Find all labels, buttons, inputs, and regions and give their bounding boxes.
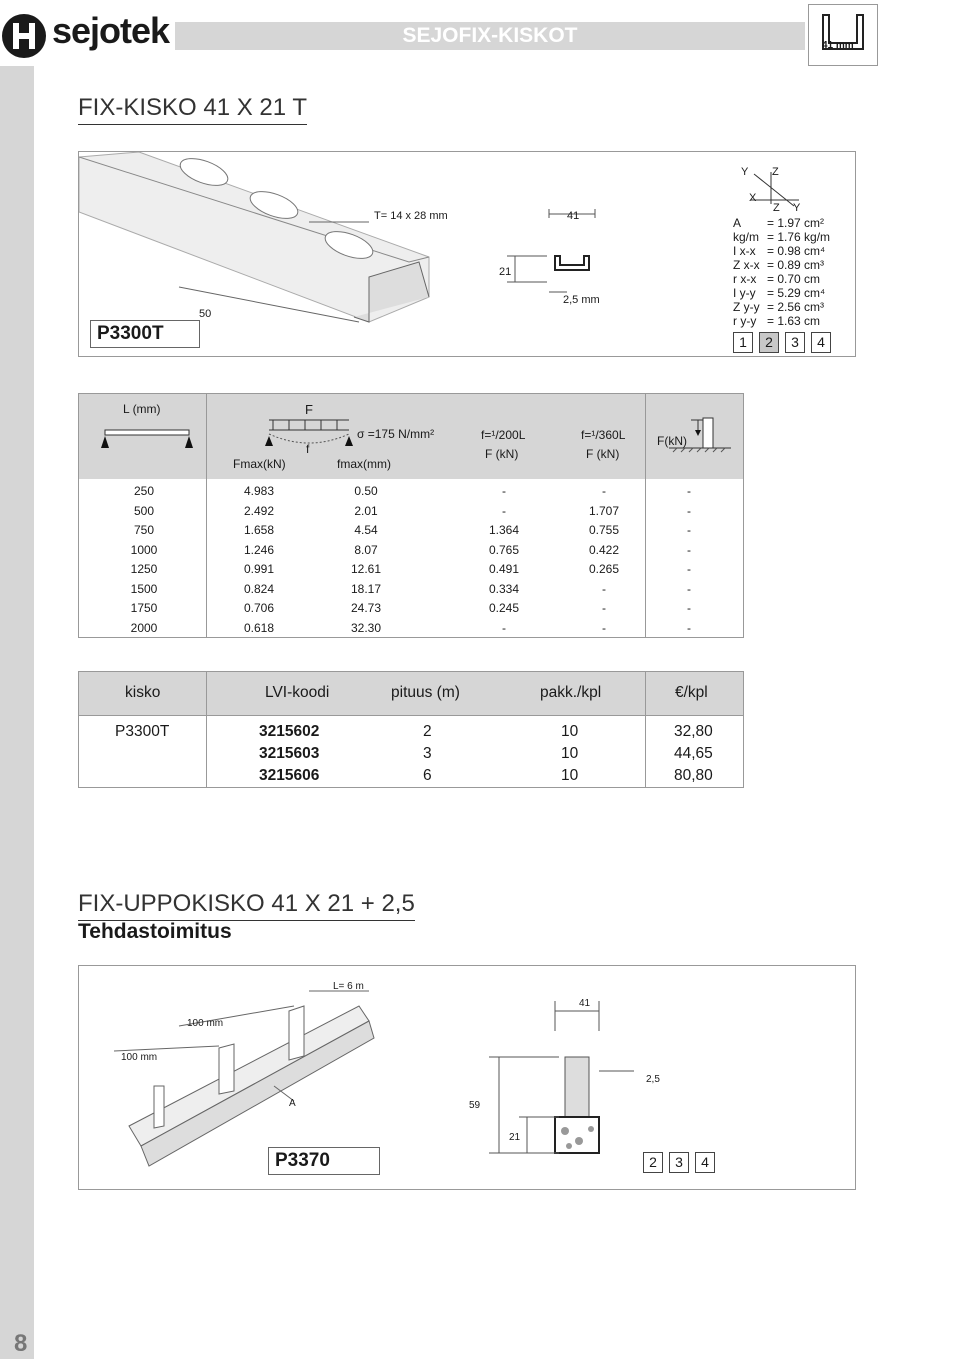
col-pack: pakk./kpl	[540, 684, 602, 701]
fkn-header: F(kN)	[657, 434, 687, 448]
variant-4: 4	[695, 1152, 715, 1173]
variant-4: 4	[811, 332, 831, 353]
spec-row: I x-x = 0.98 cm⁴	[733, 244, 826, 258]
pack-cell: 10	[561, 767, 579, 784]
page-sidebar	[0, 66, 34, 1359]
section2-subtitle: Tehdastoimitus	[78, 920, 232, 943]
axis-z1: Z	[772, 166, 779, 178]
spec-row: I y-y = 5.29 cm⁴	[733, 286, 826, 300]
brand-name: sejotek	[52, 10, 170, 51]
height-label: 21	[499, 266, 512, 278]
width-label: 41	[567, 210, 580, 222]
spec-list	[733, 216, 853, 328]
pack-cell: 10	[561, 745, 579, 762]
stress-header: σ =175 N/mm²	[357, 427, 435, 441]
fmax-kn-header: Fmax(kN)	[233, 457, 286, 471]
rail-section-drawing	[497, 204, 607, 304]
f200-header: f=¹/200L	[481, 428, 526, 442]
fmax-mm-header: fmax(mm)	[337, 457, 391, 471]
length-header: L (mm)	[123, 402, 161, 416]
profile-icon-box	[808, 4, 878, 66]
spec-row: r x-x = 0.70 cm	[733, 272, 821, 286]
product-cell: P3300T	[115, 723, 170, 740]
length-cell: 2	[423, 723, 432, 740]
spec-row: r y-y = 1.63 cm	[733, 314, 821, 328]
beam-icon	[99, 422, 195, 452]
axis-z2: Z	[773, 202, 780, 214]
table-row: 1500 0.824 18.17 0.334 - -	[130, 581, 691, 596]
section2-drawing-box	[78, 965, 856, 1190]
col-length: pituus (m)	[391, 684, 460, 701]
table-row: 1000 1.246 8.07 0.765 0.422 -	[130, 542, 691, 557]
page-title: SEJOFIX-KISKOT	[402, 24, 578, 47]
spacing2-label: 100 mm	[121, 1052, 158, 1063]
edge-label: 50	[199, 308, 212, 320]
section-total-height-label: 59	[469, 1100, 481, 1111]
section-thickness-label: 2,5	[646, 1074, 660, 1085]
variant-selector	[733, 332, 831, 353]
point-label: A	[289, 1098, 296, 1109]
spec-row: Z x-x = 0.89 cm³	[733, 258, 825, 272]
price-table	[78, 671, 744, 788]
variant-3: 3	[669, 1152, 689, 1173]
length-cell: 6	[423, 767, 432, 784]
variant-2: 2	[643, 1152, 663, 1173]
spec-row: kg/m = 1.76 kg/m	[733, 230, 831, 244]
pack-cell: 10	[561, 723, 579, 740]
force-header: F	[305, 402, 313, 417]
spec-row: A = 1.97 cm²	[733, 216, 825, 230]
axis-y1: Y	[741, 166, 749, 178]
thickness-label: 2,5 mm	[563, 294, 600, 306]
profile-label: 41 mm	[822, 40, 854, 51]
channel-profile-icon	[809, 5, 877, 65]
col-lvi-code: LVI-koodi	[265, 684, 330, 701]
table-row: 750 1.658 4.54 1.364 0.755 -	[133, 523, 691, 537]
length-cell: 3	[423, 745, 432, 762]
f360-unit: F (kN)	[586, 447, 620, 461]
table-row: 500 2.492 2.01 - 1.707 -	[133, 503, 691, 518]
page-number: 8	[14, 1330, 28, 1357]
price-cell: 80,80	[674, 767, 713, 784]
slot-size-label: T= 14 x 28 mm	[374, 210, 448, 222]
variant-2: 2	[759, 332, 779, 353]
product-code-2: P3370	[268, 1147, 380, 1175]
deflection-header: f	[306, 442, 310, 456]
lvi-code-cell: 3215602	[259, 723, 320, 740]
wall-load-icon	[669, 416, 733, 456]
brand-logo-icon	[2, 14, 46, 58]
price-cell: 32,80	[674, 723, 713, 740]
section2-title: FIX-UPPOKISKO 41 X 21 + 2,5	[78, 890, 415, 921]
table-row: 250 4.983 0.50 - - -	[133, 484, 691, 498]
spacing1-label: 100 mm	[187, 1018, 224, 1029]
table-row: 1250 0.991 12.61 0.491 0.265 -	[130, 562, 691, 576]
f360-header: f=¹/360L	[581, 428, 626, 442]
spec-row: Z y-y = 2.56 cm³	[733, 300, 825, 314]
variant-1: 1	[733, 332, 753, 353]
length-label: L= 6 m	[333, 981, 364, 992]
lvi-code-cell: 3215606	[259, 767, 320, 784]
lvi-code-cell: 3215603	[259, 745, 320, 762]
f200-unit: F (kN)	[485, 447, 519, 461]
axis-x: X	[749, 192, 757, 204]
price-cell: 44,65	[674, 745, 713, 762]
col-kisko: kisko	[125, 684, 161, 701]
axis-y2: Y	[793, 202, 801, 214]
product-code: P3300T	[90, 320, 200, 348]
table-row: 2000 0.618 32.30 - - -	[130, 620, 691, 635]
load-table	[78, 393, 744, 638]
variant-selector-2	[643, 1152, 715, 1173]
section-height-label: 21	[509, 1132, 521, 1143]
col-price: €/kpl	[675, 684, 708, 701]
table-row: 1750 0.706 24.73 0.245 - -	[130, 601, 691, 615]
section-width-label: 41	[579, 998, 591, 1009]
variant-3: 3	[785, 332, 805, 353]
section1-title: FIX-KISKO 41 X 21 T	[78, 94, 307, 125]
